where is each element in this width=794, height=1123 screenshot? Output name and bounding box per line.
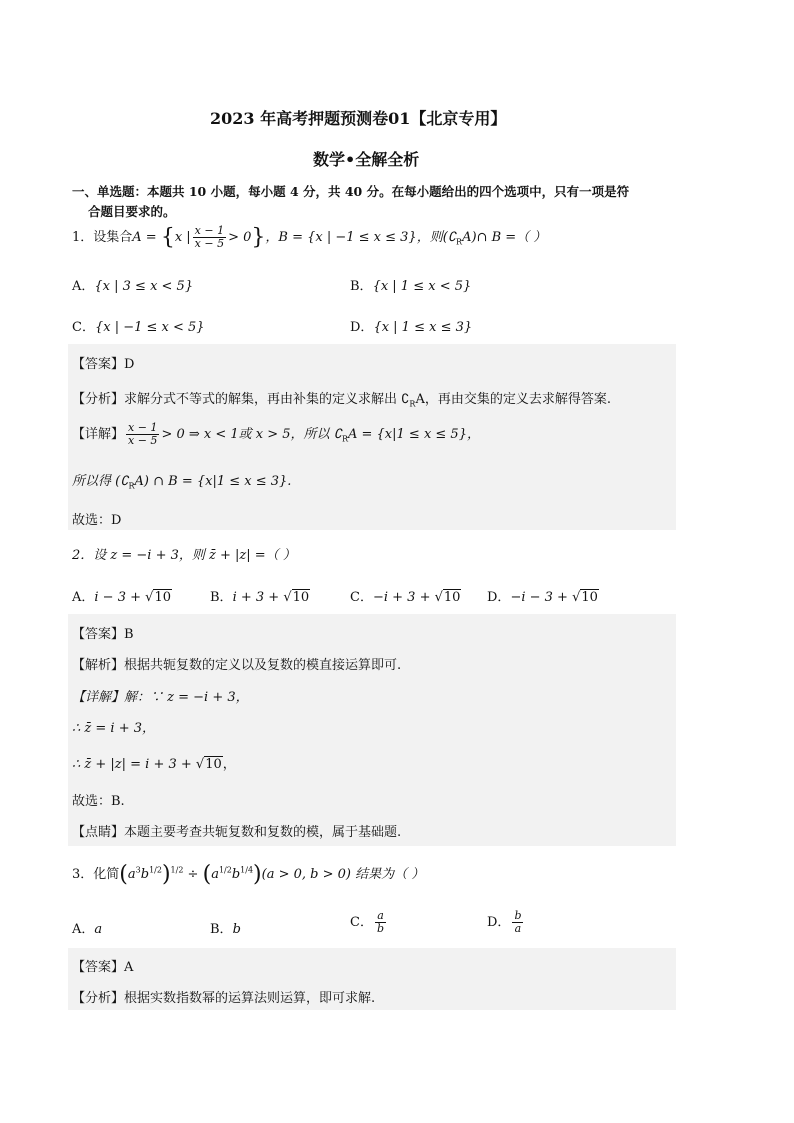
q1-so-text: 所以得 (∁ — [72, 474, 129, 489]
q1-analysis-text: 【分析】求解分式不等式的解集，再由补集的定义求解出 ∁ — [72, 392, 410, 407]
q3-expr2-b: b — [231, 867, 241, 882]
q2-step1-text: ∴ z̄ = i + 3， — [72, 721, 155, 736]
q2-answer: 【答案】B — [72, 627, 134, 642]
q2-step2-root: 10 — [205, 757, 222, 772]
q2-stem-text: 2．设 z = −i + 3，则 z̄ + |z| =（ ） — [72, 548, 296, 563]
option-root: 10 — [443, 590, 461, 605]
q3-expr2-a: a — [211, 867, 219, 882]
q1-option-c — [72, 316, 205, 335]
question-1-stem — [72, 225, 546, 250]
option-label: C． — [350, 590, 373, 605]
q2-detail-text: 【详解】解：∵ z = −i + 3， — [72, 690, 249, 705]
option-label: A． — [72, 922, 95, 937]
q3-paren2-close: ) — [253, 862, 262, 887]
q1-so — [72, 470, 291, 491]
page-title: 2023 年高考押题预测卷01【北京专用】 — [210, 109, 507, 128]
q1-detail-body: > 0 ⇒ x < 1或 x > 5，所以 ∁ — [161, 427, 342, 442]
q1-detail-den: x − 5 — [128, 434, 158, 447]
q1-answer: 【答案】D — [72, 357, 135, 372]
q3-condition: (a > 0, b > 0) 结果为（ ） — [261, 867, 425, 882]
q2-option-a: A．i − 3 + √10 — [72, 590, 171, 605]
option-root: 10 — [292, 590, 310, 605]
q1-complement: (∁ — [442, 230, 457, 245]
option-num: b — [514, 909, 522, 922]
q3-expr2-b-exp: 1/4 — [240, 865, 254, 875]
option-num: a — [375, 910, 386, 923]
option-label: D． — [350, 320, 374, 335]
q1-set-b: ，B = {x | −1 ≤ x ≤ 3}，则 — [265, 230, 443, 245]
option-text: i + 3 + — [232, 590, 284, 605]
option-fraction — [512, 910, 523, 935]
q3-prefix: 3．化简 — [72, 867, 120, 882]
q1-detail-label: 【详解】 — [72, 427, 125, 442]
option-text: i − 3 + — [94, 590, 146, 605]
q3-expr-a: a — [127, 867, 136, 882]
option-label: A． — [72, 279, 95, 294]
q3-option-b — [210, 918, 241, 937]
q3-paren2-open: ( — [202, 862, 212, 887]
q1-analysis-tail: A，再由交集的定义去求解得答案. — [415, 392, 611, 407]
q1-complement-tail: A)∩ B =（ ） — [462, 230, 547, 245]
option-label: C． — [350, 915, 373, 930]
q2-step2-tail: ， — [222, 757, 236, 772]
option-root: 10 — [581, 590, 598, 605]
option-text: {x | 1 ≤ x ≤ 3} — [373, 320, 473, 335]
option-label: B． — [350, 279, 373, 294]
option-label: D． — [487, 590, 511, 605]
section-heading-cont: 合题目要求的。 — [88, 204, 176, 219]
option-label: D． — [487, 915, 511, 930]
option-label: B． — [210, 922, 233, 937]
q1-so-sub: R — [128, 481, 135, 491]
q1-brace-close: } — [251, 225, 266, 250]
q3-analysis: 【分析】根据实数指数幂的运算法则运算，即可求解. — [72, 991, 376, 1006]
option-label: C． — [72, 320, 95, 335]
q2-step1 — [72, 717, 155, 736]
option-root: 10 — [154, 590, 171, 605]
q3-outer-exp: 1/2 — [170, 865, 184, 875]
q2-option-c: C．−i + 3 + √10 — [350, 590, 461, 605]
q1-prefix: 1．设集合 — [72, 230, 133, 245]
option-label: B． — [210, 590, 233, 605]
q3-expr2-a-exp: 1/2 — [218, 865, 232, 875]
page-subtitle: 数学•全解全析 — [313, 150, 420, 169]
q1-analysis-sub: R — [409, 399, 416, 409]
q1-detail-num: x − 1 — [128, 421, 158, 434]
section-heading: 一、单选题：本题共 10 小题，每小题 4 分，共 40 分。在每小题给出的四个选项中，只有一项是符 — [72, 184, 630, 199]
q1-frac-num: x − 1 — [194, 224, 225, 237]
q1-option-d — [350, 316, 472, 335]
option-den: a — [514, 922, 522, 935]
option-text: a — [94, 922, 103, 937]
option-fraction — [375, 910, 386, 935]
q1-set-a-var: x | — [174, 230, 191, 245]
q1-option-b — [350, 275, 471, 294]
q2-option-d: D．−i − 3 + √10 — [487, 590, 598, 605]
q1-complement-sub: R — [456, 237, 463, 247]
q3-option-a — [72, 918, 102, 937]
q1-choose: 故选：D — [72, 513, 122, 528]
q1-brace-open: { — [160, 225, 175, 250]
q2-detail — [72, 686, 249, 705]
q3-expr-a-exp: 3 — [135, 865, 141, 875]
option-text: −i − 3 + — [510, 590, 573, 605]
q3-answer: 【答案】A — [72, 960, 134, 975]
q1-detail — [72, 422, 480, 447]
q2-step2-text: ∴ z̄ + |z| = i + 3 + — [72, 757, 196, 772]
option-den: b — [376, 922, 384, 935]
q2-analysis: 【解析】根据共轭复数的定义以及复数的模直接运算即可. — [72, 658, 402, 673]
q2-solution-box — [68, 614, 676, 846]
q1-so-tail: A) ∩ B = {x|1 ≤ x ≤ 3}. — [134, 474, 292, 489]
q3-expr-b-exp: 1/2 — [149, 865, 162, 875]
q3-expr-b: b — [140, 867, 150, 882]
option-text: {x | 1 ≤ x < 5} — [372, 279, 472, 294]
q3-div: ÷ — [187, 867, 199, 882]
q1-detail-fraction — [126, 422, 159, 447]
q2-step2: ∴ z̄ + |z| = i + 3 + √10， — [72, 757, 236, 772]
q1-analysis — [72, 388, 611, 409]
q3-option-d — [487, 910, 525, 935]
q3-paren-close: ) — [161, 862, 171, 887]
q3-paren-open: ( — [119, 862, 128, 887]
option-label: A． — [72, 590, 95, 605]
q1-set-a-lhs: A = — [132, 230, 161, 245]
q2-choose: 故选：B. — [72, 794, 125, 809]
option-text: {x | 3 ≤ x < 5} — [94, 279, 194, 294]
q2-comment: 【点睛】本题主要考查共轭复数和复数的模，属于基础题. — [72, 825, 402, 840]
q1-fraction — [193, 225, 226, 250]
option-text: −i + 3 + — [372, 590, 435, 605]
q3-option-c — [350, 910, 388, 935]
question-2-stem — [72, 544, 296, 563]
q1-frac-den: x − 5 — [194, 237, 225, 250]
q1-option-a — [72, 275, 193, 294]
option-text: b — [232, 922, 241, 937]
q1-detail-sub: R — [341, 434, 348, 444]
question-3-stem — [72, 862, 424, 887]
q1-detail-tail: A = {x|1 ≤ x ≤ 5}， — [347, 427, 480, 442]
q2-option-b: B．i + 3 + √10 — [210, 590, 310, 605]
option-text: {x | −1 ≤ x < 5} — [94, 320, 205, 335]
q1-gt0: > 0 — [228, 230, 252, 245]
